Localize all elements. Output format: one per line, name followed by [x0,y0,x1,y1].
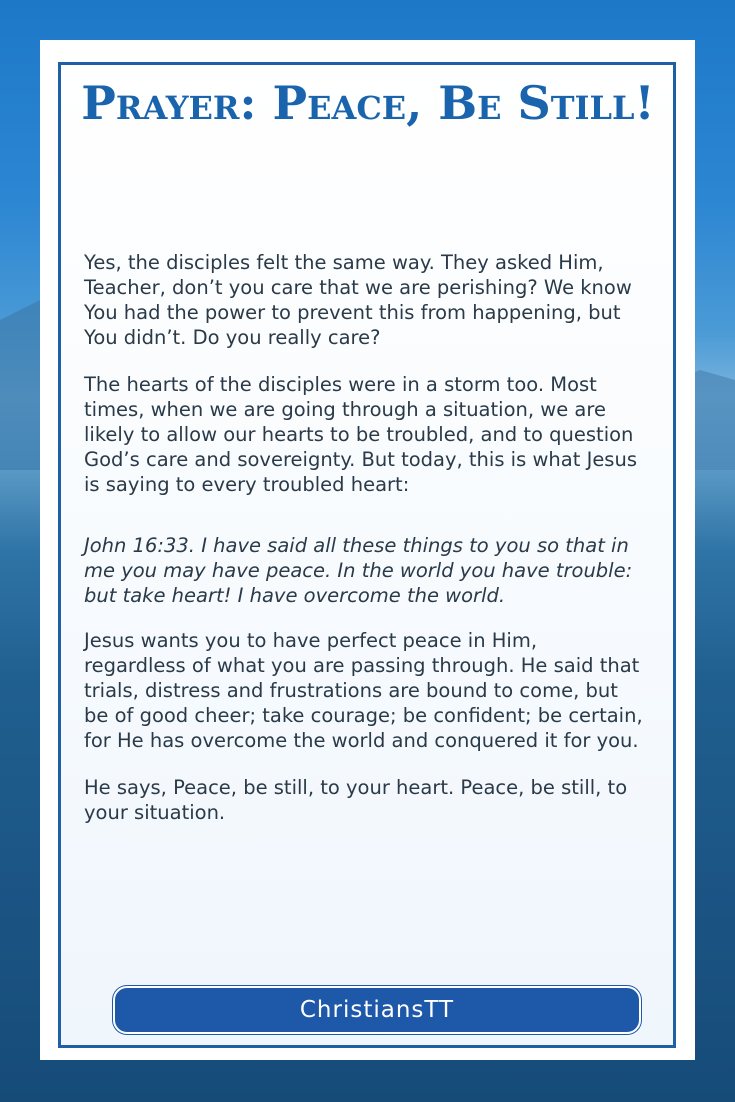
paragraph-peace-be-still: He says, Peace, be still, to your heart. Peace, be still, to your situation. [84,776,628,824]
paragraph-storm: The hearts of the disciples were in a storm too. Most times, when we are going through a situation, we are likely to allow our hearts to be troubled, and to question God’s care and sovereignty. But today, this is what Jesus is saying to every troubled heart: [84,373,637,496]
brand-banner[interactable]: ChristiansTT [113,986,641,1034]
paragraph-perfect-peace: Jesus wants you to have perfect peace in Him, regardless of what you are passing through. He said that trials, distress and frustrations are bound to come, but be of good cheer; take courage; be confident; be certain, for He has overcome the world and conquered it for you. [84,629,643,752]
article-body [84,250,644,847]
page-title: Prayer: Peace, Be Still! [81,76,655,130]
scripture-quote: John 16:33. I have said all these things to you so that in me you may have peace. In the world you have trouble: but take heart! I have overcome the world. [84,534,633,607]
paragraph-disciples: Yes, the disciples felt the same way. They asked Him, Teacher, don’t you care that we are perishing? We know You had the power to prevent this from happening, but You didn’t. Do you really care? [84,251,632,349]
